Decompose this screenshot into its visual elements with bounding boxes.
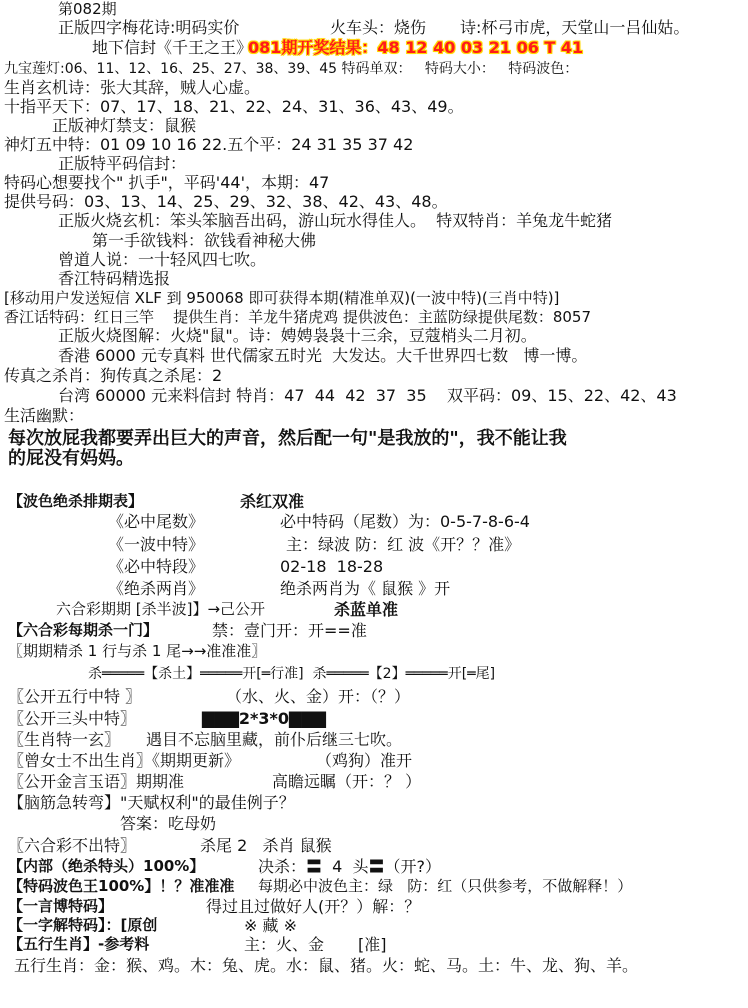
shengxiao-teyi-value: 遇目不忘脑里藏，前仆后继三七吹。 [146,730,403,749]
naojin-jizhuanwan: 【脑筋急转弯】"天赋权利"的最佳例子？ [8,793,295,812]
bose-jisha-title: 【波色绝杀排期表】 [8,492,144,510]
xinxiang-line: 特码心想要找个" 扒手"，平码'44'，本期：47 [4,173,330,192]
sha-yimen-value: 禁：壹门开：开==准 [212,621,367,640]
zeng-nvshi-label: 〖曾女士不出生肖〗《期期更新》 [8,751,241,770]
buchu-te-value: 杀尾 2 杀肖 鼠猴 [200,836,332,855]
poem-line: 诗:杯弓市虎，天堂山一吕仙姑。 [460,18,690,37]
neibu-jisha-label: 【内部（绝杀特头）100%】 [8,857,205,875]
wuxing-shengxiao-zhun: [准] [358,935,387,954]
shizhi-line: 十指平天下：07、17、18、21、22、24、31、36、43、49。 [4,97,464,116]
wuxing-shengxiao-label: 【五行生肖】-参考料 [8,935,150,953]
yizi-jie-label: 【一字解特码】：[原创 [8,916,158,934]
draw-result-banner: 081期开奖结果：48 12 40 03 21 06 T 41 [248,38,584,57]
bizhong-teduan-value: 02-18 18-28 [280,557,384,576]
hongkong-line: 香港 6000 元专真料 世代儒家五时光 大发达。大千世界四七数 博一博。 [58,346,588,365]
chuanzhen-line: 传真之杀肖：狗传真之杀尾：2 [4,366,223,385]
bizhong-teduan-label: 《必中特段》 [108,557,205,576]
shendeng-jinzhi: 正版神灯禁支：鼠猴 [52,116,197,135]
pingma-xinfeng: 正版特平码信封： [58,154,187,173]
huate-line: 香江话特码：红日三竿 提供生肖：羊龙牛猪虎鸡 提供波色：主蓝防绿提供尾数：8057 [4,308,592,326]
issue-number: 第082期 [58,0,117,18]
jiubao-lianden: 九宝莲灯:06、11、12、16、25、27、38、39、45 特码单双： 特码大小： 特码波色： [4,61,579,77]
shendeng-wuzhong: 神灯五中特：01 09 10 16 22.五个平：24 31 35 37 42 [4,135,414,154]
yizi-jie-value: ※ 藏 ※ [244,916,297,935]
sha-tu-row: 杀═════【杀土】═════开[═行准] 杀═════【2】═════开[═尾] [88,666,496,682]
dixia-xinfeng: 地下信封《千王之王》 [92,38,253,57]
sha-banbo-label: 六合彩期期 [杀半波]】→己公开 [56,600,266,618]
bose-wang-value: 每期必中波色主：绿 防：红（只供参考，不做解释！） [258,877,633,895]
naojin-answer: 答案：吃母奶 [120,814,217,833]
bose-wang-label: 【特码波色王100%】！？准准准 [8,877,235,895]
yibo-zhongte-value: 主：绿波 防：红 波《开？？准》 [286,535,521,554]
wuxing-shengxiao-list: 五行生肖：金：猴、鸡。木：兔、虎。水：鼠、猪。火：蛇、马。土：牛、龙、狗、羊。 [14,956,639,975]
jinyan-yuyu-value: 高瞻远瞩（开：？ ） [272,772,422,791]
jinyan-yuyu-label: 〖公开金言玉语〗期期准 [8,772,185,791]
tigong-haoma: 提供号码：03、13、14、25、29、32、38、42、43、48。 [4,192,448,211]
yiyan-bote-value: 得过且过做好人(开？）解：？ [206,897,421,916]
huoshao-tujie: 正版火烧图解：火烧"鼠"。诗：娉娉袅袅十三余，豆蔻梢头二月初。 [58,326,537,345]
diyi-shou: 第一手欲钱料：欲钱看神秘大佛 [92,231,317,250]
meihua-poem-label: 正版四字梅花诗:明码实价 [58,18,240,37]
santou-zhongte-label: 〖公开三头中特〗 [8,709,137,728]
taiwan-line: 台湾 60000 元来料信封 特肖：47 44 42 37 35 双平码：09、15、22、42、43 [58,386,677,405]
joke-line-2: 的屁没有妈妈。 [8,448,134,469]
santou-zhongte-value: ▇▇▇2*3*0▇▇▇ [202,709,326,728]
youmo-label: 生活幽默： [4,406,85,425]
cengdao-ren: 曾道人说：一十轻风四七吹。 [58,250,267,269]
sha-lan-dan: 杀蓝单准 [334,600,399,619]
huoshao-xuanji: 正版火烧玄机：笨头笨脑吾出码，游山玩水得佳人。 特双特肖：羊兔龙牛蛇猪 [58,211,613,230]
joke-line-1: 每次放屁我都要弄出巨大的声音，然后配一句"是我放的"，我不能让我 [8,428,567,449]
qiqi-jingsha: 〖期期精杀 1 行与杀 1 尾→→准准准〗 [8,642,267,660]
bizhong-weishu-value: 必中特码（尾数）为：0-5-7-8-6-4 [280,512,530,531]
jisha-liangxiao-value: 绝杀两肖为《 鼠猴 》开 [280,579,451,598]
xuanji-poem: 生肖玄机诗：张大其辞，贼人心虚。 [4,78,261,97]
sha-yimen-label: 【六合彩每期杀一门】 [8,621,159,639]
sha-hong-shuang: 杀红双准 [240,492,305,511]
zeng-nvshi-value: （鸡狗）准开 [316,751,413,770]
xiangjiang-title: 香江特码精选报 [58,269,171,288]
yidong-sms: [移动用户发送短信 XLF 到 950068 即可获得本期(精准单双)(一波中特)(三肖中特)] [4,289,560,307]
yibo-zhongte-label: 《一波中特》 [108,535,205,554]
wuxing-zhongte-label: 〖公开五行中特 〗 [8,687,142,706]
yiyan-bote-label: 【一言博特码】 [8,897,114,915]
wuxing-zhongte-value: （水、火、金）开：（？） [226,687,411,706]
jisha-liangxiao-label: 《绝杀两肖》 [108,579,205,598]
huoche-tou: 火车头：烧伤 [330,18,427,37]
shengxiao-teyi-label: 〖生肖特一玄〗 [8,730,121,749]
neibu-jisha-value: 决杀：〓 4 头〓（开?） [258,857,442,876]
bizhong-weishu-label: 《必中尾数》 [108,512,205,531]
wuxing-shengxiao-main: 主：火、金 [244,935,325,954]
buchu-te-label: 〖六合彩不出特〗 [8,836,137,855]
